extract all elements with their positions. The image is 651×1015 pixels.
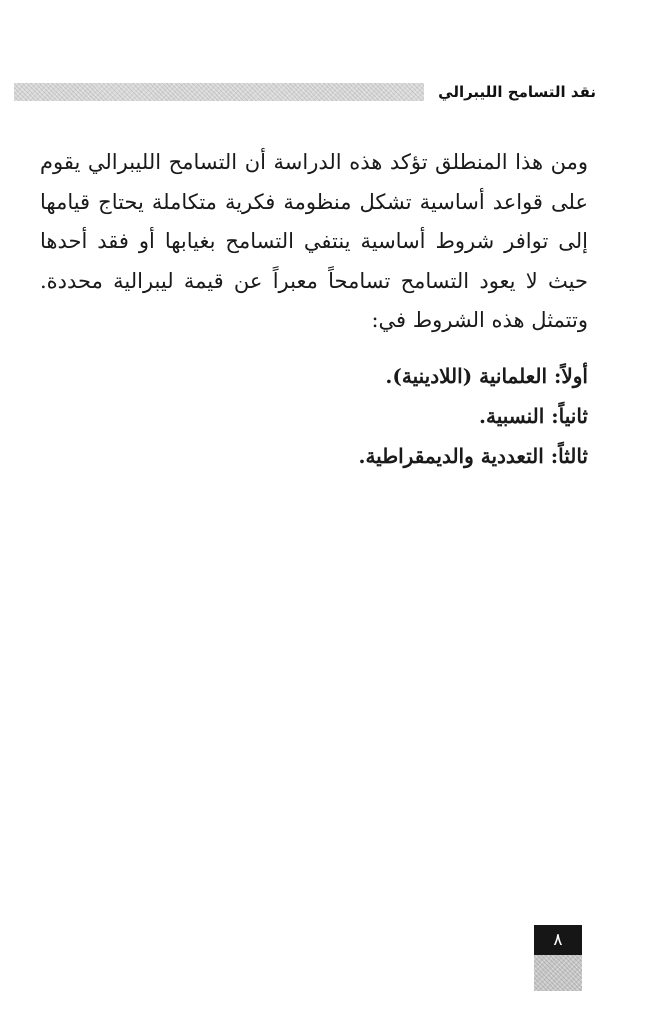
page-number-decoration	[534, 955, 582, 991]
list-item-2: ثانياً: النسبية.	[479, 404, 588, 428]
list-item-3: ثالثاً: التعددية والديمقراطية.	[358, 444, 588, 468]
list-item-1: أولاً: العلمانية (اللادينية).	[385, 364, 588, 388]
conditions-list	[40, 356, 588, 476]
page-number: ٨	[534, 925, 582, 955]
header-title: نقد التسامح الليبرالي	[438, 83, 596, 101]
running-header	[14, 80, 596, 104]
header-decorative-band	[14, 83, 424, 101]
main-text	[40, 143, 588, 341]
body-paragraph: ومن هذا المنطلق تؤكد هذه الدراسة أن التسامح الليبرالي يقوم على قواعد أساسية تشكل منظومة فكرية متكاملة يحتاج قيامها إلى توافر شروط أساسية ينتفي التسامح بغيابها أو فقد أحدها حيث لا يعود التسامح تسامحاً معبراً عن قيمة ليبرالية محددة. وتتمثل هذه الشروط في:	[40, 150, 588, 332]
